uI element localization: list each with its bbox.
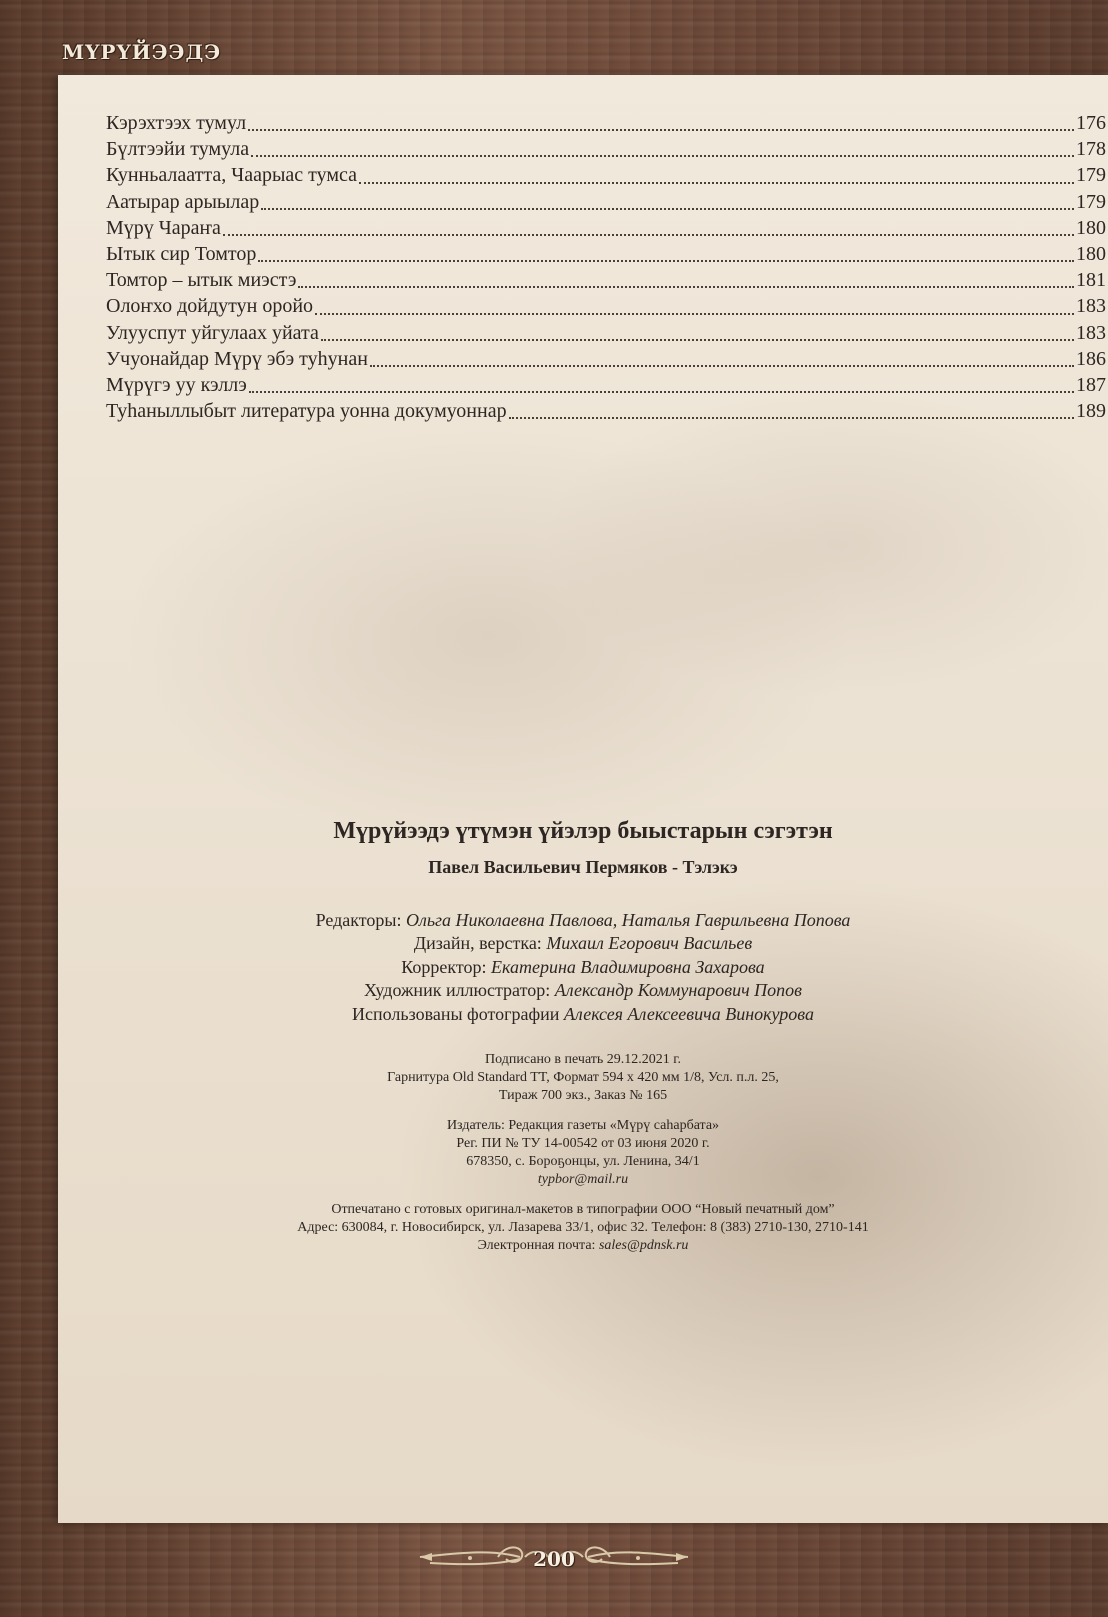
toc-leader-dots xyxy=(249,391,1074,393)
publisher-email: typbor@mail.ru xyxy=(537,1172,629,1188)
toc-entry-title: Олоҥхо дойдутун оройо xyxy=(106,295,314,318)
toc-leader-dots xyxy=(248,129,1074,131)
toc-leader-dots xyxy=(359,182,1074,184)
credit-line xyxy=(58,956,1108,979)
toc-entry-page: 179 xyxy=(1076,190,1106,213)
page-number: 200 xyxy=(533,1547,575,1571)
toc-entry xyxy=(106,215,1106,241)
toc-entry xyxy=(106,136,1106,162)
toc-leader-dots xyxy=(251,155,1074,157)
toc-entry xyxy=(106,320,1106,346)
toc-entry-title: Туһаныллыбыт литература уонна докумуоннар xyxy=(106,400,507,423)
print-run: Тираж 700 экз., Заказ № 165 xyxy=(498,1088,668,1104)
credit-line xyxy=(58,932,1108,955)
credit-label: Редакторы: xyxy=(315,910,406,930)
credit-line xyxy=(58,909,1108,932)
toc-entry-title: Томтор – ытык миэстэ xyxy=(106,269,297,292)
toc-entry xyxy=(106,189,1106,215)
toc-entry-page: 187 xyxy=(1076,374,1106,397)
credit-line xyxy=(58,979,1108,1002)
toc-entry-page: 186 xyxy=(1076,347,1106,370)
toc-entry-title: Мүрүгэ уу кэллэ xyxy=(106,374,247,397)
printer-details xyxy=(58,1201,1108,1255)
toc-leader-dots xyxy=(258,260,1074,262)
toc-entry-page: 183 xyxy=(1076,321,1106,344)
toc-entry-title: Улууспут уйгулаах уйата xyxy=(106,321,319,344)
running-header: МҮРҮЙЭЭДЭ xyxy=(62,40,222,64)
signed-date: Подписано в печать 29.12.2021 г. xyxy=(485,1052,681,1068)
credit-label: Использованы фотографии xyxy=(352,1003,564,1024)
toc-leader-dots xyxy=(298,286,1074,288)
toc-entry xyxy=(106,346,1106,372)
toc-entry-title: Аатырар арыылар xyxy=(106,190,260,213)
toc-leader-dots xyxy=(261,208,1074,210)
credit-value: Алексея Алексеевича Винокурова xyxy=(563,1003,814,1024)
toc-leader-dots xyxy=(321,339,1074,341)
toc-entry-title: Мүрү Чараҥа xyxy=(106,216,221,239)
table-of-contents xyxy=(106,110,1106,424)
toc-leader-dots xyxy=(315,313,1074,315)
toc-entry xyxy=(106,398,1106,424)
toc-entry-page: 180 xyxy=(1076,216,1106,239)
book-info xyxy=(58,815,1108,1267)
credit-value: Ольга Николаевна Павлова, Наталья Гаврильевна Попова xyxy=(405,910,851,930)
toc-entry-title: Бүлтээйи тумула xyxy=(106,138,250,161)
toc-entry xyxy=(106,110,1106,136)
printer-email-label: Электронная почта: xyxy=(477,1238,599,1254)
toc-entry xyxy=(106,293,1106,319)
toc-entry xyxy=(106,267,1106,293)
page-sheet xyxy=(58,75,1108,1523)
publisher: Издатель: Редакция газеты «Мүрү саһарбата» xyxy=(446,1118,720,1134)
toc-entry-page: 183 xyxy=(1076,295,1106,318)
toc-entry-page: 176 xyxy=(1076,112,1106,134)
printer-email-line xyxy=(58,1237,1108,1255)
imprint-block xyxy=(58,1051,1108,1255)
toc-entry xyxy=(106,162,1106,188)
credit-value: Екатерина Владимировна Захарова xyxy=(491,956,765,977)
credit-line xyxy=(58,1003,1108,1026)
toc-entry-page: 189 xyxy=(1076,400,1106,423)
toc-entry-title: Учуонайдар Мүрү эбэ туһунан xyxy=(106,347,368,370)
toc-entry xyxy=(106,241,1106,267)
credit-value: Александр Коммунарович Попов xyxy=(554,980,802,1001)
publisher-address: 678350, с. Бороҕонцы, ул. Ленина, 34/1 xyxy=(466,1154,700,1170)
book-title: Мүрүйээдэ үтүмэн үйэлэр быыстарын сэгэтэн xyxy=(333,818,833,844)
toc-entry-title: Ытык сир Томтор xyxy=(106,243,257,266)
credit-label: Корректор: xyxy=(401,956,492,977)
credit-value: Михаил Егорович Васильев xyxy=(546,933,753,954)
credits-list xyxy=(58,909,1108,1026)
registration: Рег. ПИ № ТУ 14-00542 от 03 июня 2020 г. xyxy=(456,1136,710,1152)
credit-label: Художник иллюстратор: xyxy=(364,980,555,1001)
toc-entry xyxy=(106,372,1106,398)
toc-leader-dots xyxy=(223,234,1074,236)
format-line: Гарнитура Old Standard TT, Формат 594 х 420 мм 1/8, Усл. п.л. 25, xyxy=(387,1070,779,1086)
toc-entry-page: 180 xyxy=(1076,243,1106,266)
toc-entry-page: 181 xyxy=(1076,269,1106,292)
book-author: Павел Васильевич Пермяков - Тэлэкэ xyxy=(428,857,738,877)
credit-label: Дизайн, верстка: xyxy=(413,933,547,954)
printer-email: sales@pdnsk.ru xyxy=(598,1238,689,1254)
toc-entry-title: Кэрэхтээх тумул xyxy=(106,112,247,134)
printed-by: Отпечатано с готовых оригинал-макетов в типографии ООО “Новый печатный дом” xyxy=(331,1202,835,1218)
toc-leader-dots xyxy=(509,417,1074,419)
printer-address: Адрес: 630084, г. Новосибирск, ул. Лазарева 33/1, офис 32. Телефон: 8 (383) 2710-130, 2710-141 xyxy=(297,1220,869,1236)
toc-entry-page: 179 xyxy=(1076,164,1106,187)
publisher-details xyxy=(58,1117,1108,1189)
toc-leader-dots xyxy=(370,365,1074,367)
toc-entry-title: Кунньалаатта, Чаарыас тумса xyxy=(106,164,358,187)
print-details xyxy=(58,1051,1108,1105)
toc-entry-page: 178 xyxy=(1076,138,1106,161)
